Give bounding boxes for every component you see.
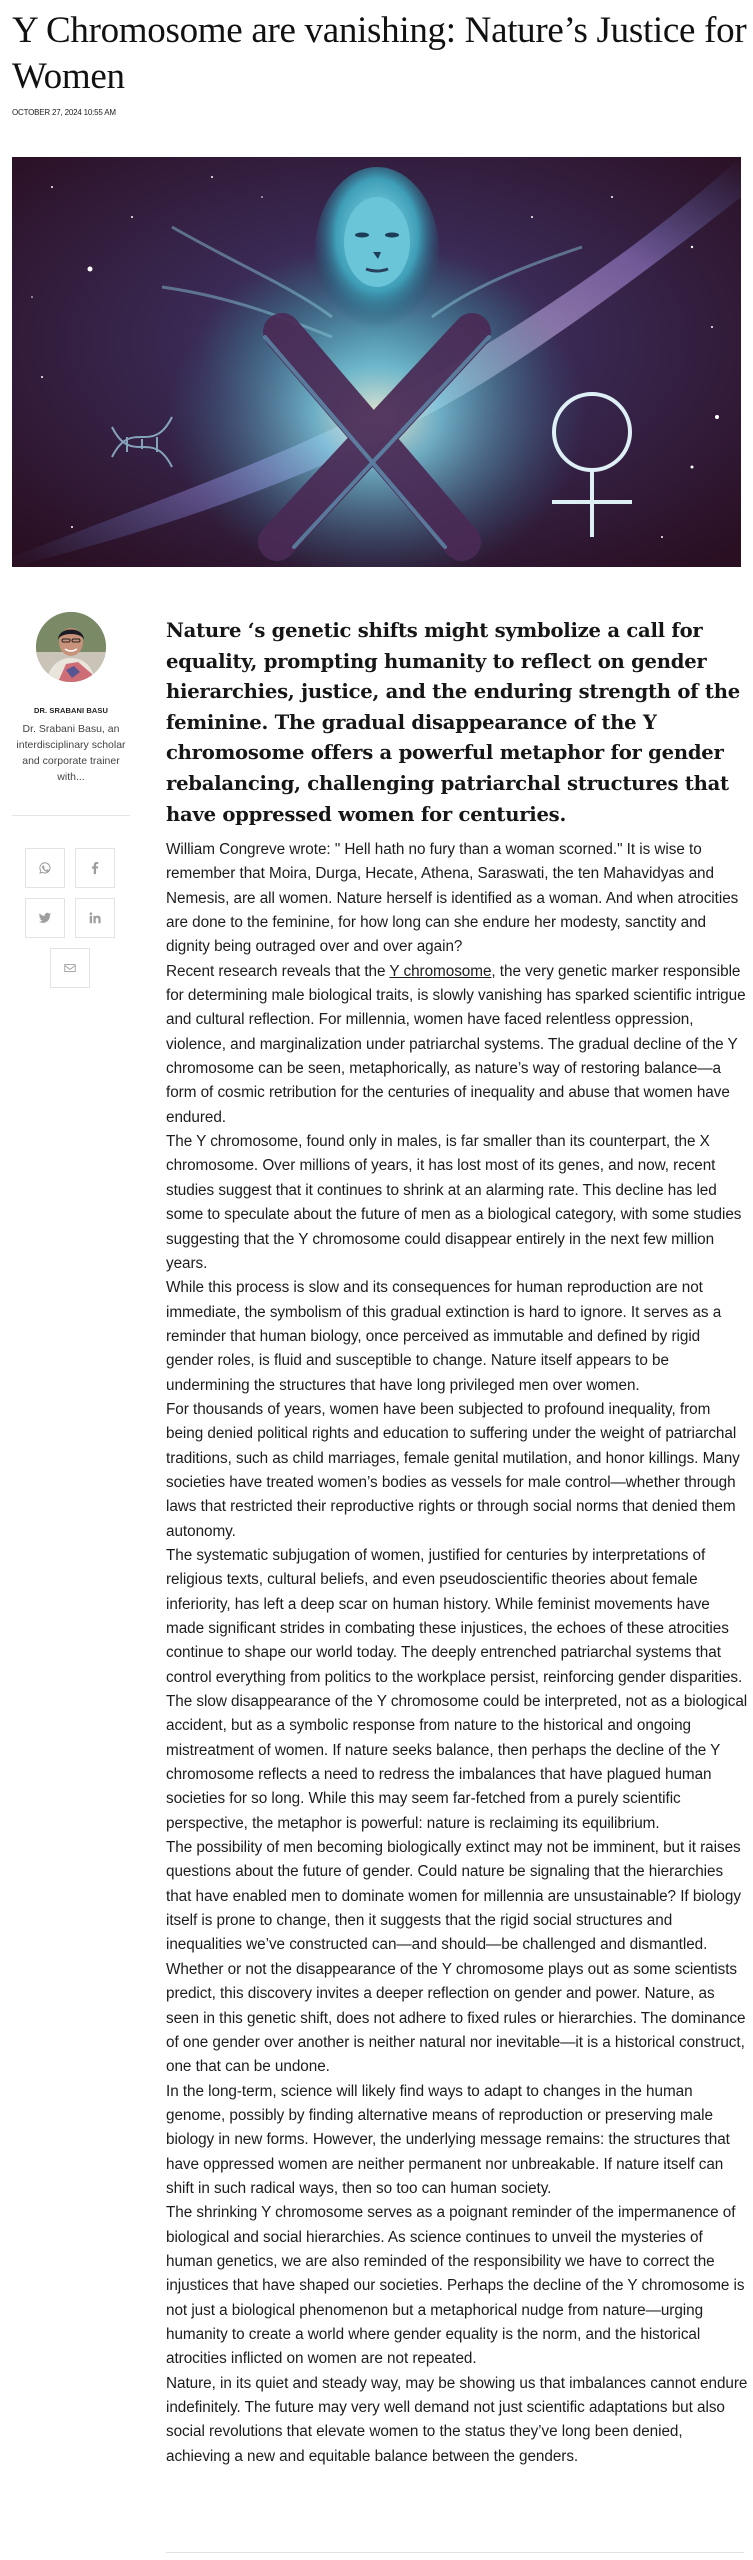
- body-paragraph: The systematic subjugation of women, justified for centuries by interpretations of religious texts, cultural beliefs, and even pseudoscientific theories about female inferiority, has left a deep scar on human history. While feminist movements have made significant strides in combating these injustices, the echoes of these atrocities continue to shape our world today. The deeply entrenched patriarchal systems that control everything from politics to the workplace persist, reinforcing gender disparities.: [166, 1546, 743, 1686]
- article-lead: Nature ‘s genetic shifts might symbolize a call for equality, prompting humanity to reflect on gender hierarchies, justice, and the enduring strength of the feminine. The gradual disappearance of the Y chromosome offers a powerful metaphor for gender rebalancing, challenging patriarchal structures that have oppressed women for centuries.: [166, 619, 740, 826]
- body-paragraph: William Congreve wrote: " Hell hath no fury than a woman scorned." It is wise to remember that Moira, Durga, Hecate, Athena, Saraswati, the ten Mahavidyas and Nemesis, are all women. Nature herself is identified as a woman. And when atrocities are done to the feminine, for how long can she endure her modesty, sanctity and dignity being outraged over and over again?: [166, 841, 739, 956]
- body-paragraph: The possibility of men becoming biologically extinct may not be imminent, but it raises questions about the future of gender. Could nature be signaling that the hierarchies that have enabled men to dominate women for millennia are unsustainable? If biology itself is prone to change, then it suggests that the rigid social structures and inequalities we’ve constructed can—and should—be challenged and dismantled.: [166, 1839, 741, 1954]
- facebook-icon: [88, 861, 102, 875]
- body-paragraph: The slow disappearance of the Y chromosome could be interpreted, not as a biological accident, but as a symbolic response from nature to the historical and ongoing mistreatment of women. If nature seeks balance, then perhaps the decline of the Y chromosome reflects a need to redress the imbalances that have plagued human societies for so long. While this may seem far-fetched from a purely scientific perspective, the metaphor is powerful: nature is reclaiming its equilibrium.: [166, 1693, 748, 1832]
- article-title: Y Chromosome are vanishing: Nature’s Justice for Women: [12, 10, 747, 97]
- article-end-divider: [166, 2552, 744, 2553]
- article-dateline: OCTOBER 27, 2024 10:55 AM: [12, 108, 116, 117]
- linkedin-icon: [88, 911, 102, 925]
- article-body: [166, 838, 748, 2469]
- share-twitter-button[interactable]: [25, 898, 65, 938]
- author-photo: [36, 612, 106, 682]
- body-paragraph: Whether or not the disappearance of the Y chromosome plays out as some scientists predict, this discovery invites a deeper reflection on gender and power. Nature, as seen in this genetic shift, does not adhere to fixed rules or hierarchies. The dominance of one gender over another is neither natural nor inevitable—it is a historical construct, one that can be undone.: [166, 1960, 746, 2076]
- body-paragraph: While this process is slow and its consequences for human reproduction are not immediate, the symbolism of this gradual extinction is hard to ignore. It serves as a reminder that human biology, once perceived as immutable and defined by rigid gender roles, is fluid and susceptible to change. Nature itself appears to be undermining the structures that have long privileged men over women.: [166, 1279, 722, 1394]
- body-paragraph: The Y chromosome, found only in males, is far smaller than its counterpart, the X chromosome. Over millions of years, it has lost most of its genes, and now, recent studies suggest that it continues to shrink at an alarming rate. This decline has led some to speculate about the future of men as a biological category, with some studies suggesting that the Y chromosome could disappear entirely in the next few million years.: [166, 1133, 742, 1272]
- author-name[interactable]: DR. SRABANI BASU: [33, 706, 109, 715]
- body-text: , the very genetic marker responsible for determining male biological traits, is slowly vanishing has sparked scientific intrigue and cultural reflection. For millennia, women have faced relentless oppression, violence, and marginalization under patriarchal systems. The gradual decline of the Y chromosome can be seen, metaphorically, as nature’s way of restoring balance—a form of cosmic retribution for the centuries of inequality and abuse that women have endured.: [166, 962, 746, 1126]
- hero-image: [12, 157, 741, 567]
- body-text: Recent research reveals that the: [166, 962, 390, 980]
- share-email-button[interactable]: [50, 948, 90, 988]
- body-paragraph: [166, 960, 748, 1130]
- body-paragraph: For thousands of years, women have been subjected to profound inequality, from being denied political rights and education to suffering under the weight of patriarchal traditions, such as child marriages, female genital mutilation, and honor killings. Many societies have treated women’s bodies as vessels for male control—whether through laws that restricted their reproductive rights or through social norms that denied them autonomy.: [166, 1400, 740, 1540]
- share-facebook-button[interactable]: [75, 848, 115, 888]
- share-linkedin-button[interactable]: [75, 898, 115, 938]
- y-chromosome-link[interactable]: Y chromosome: [389, 962, 492, 980]
- body-paragraph: The shrinking Y chromosome serves as a poignant reminder of the impermanence of biological and social hierarchies. As science continues to unveil the mysteries of human genetics, we are also reminded of the responsibility we have to correct the injustices that have shaped our societies. Perhaps the decline of the Y chromosome is not just a biological phenomenon but a metaphorical nudge from nature—urging humanity to create a world where gender equality is the norm, and the historical atrocities inflicted on women are not repeated.: [166, 2204, 745, 2368]
- twitter-icon: [38, 911, 52, 925]
- body-paragraph: Nature, in its quiet and steady way, may be showing us that imbalances cannot endure indefinitely. The future may very well demand not just scientific adaptations but also social revolutions that elevate women to the status they’ve long been denied, achieving a new and equitable balance between the genders.: [166, 2374, 748, 2465]
- author-bio: Dr. Srabani Basu, an interdisciplinary scholar and corporate trainer with...: [16, 723, 126, 783]
- body-paragraph: In the long-term, science will likely find ways to adapt to changes in the human genome, possibly by finding alternative means of reproduction or preserving male biology in new forms. However, the underlying message remains: the structures that have oppressed women are neither permanent nor unbreakable. If nature itself can shift in such radical ways, then so too can human society.: [166, 2082, 730, 2197]
- whatsapp-icon: [38, 861, 52, 875]
- author-box: [12, 612, 130, 785]
- hero-illustration: [12, 157, 741, 567]
- share-whatsapp-button[interactable]: [25, 848, 65, 888]
- email-icon: [63, 961, 77, 975]
- sidebar-divider: [12, 815, 130, 816]
- author-avatar[interactable]: [36, 612, 106, 682]
